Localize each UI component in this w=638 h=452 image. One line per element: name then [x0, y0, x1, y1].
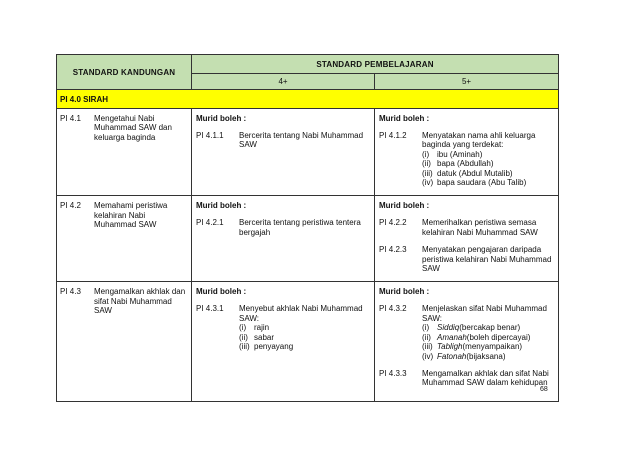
sub-text: penyayang [254, 342, 294, 352]
sub-text: ibu (Aminah) [437, 149, 483, 159]
item-text: Bercerita tentang Nabi Muhammad SAW [239, 131, 364, 150]
sub-text: bapa saudara (Abu Talib) [437, 178, 527, 188]
sub-num: (ii) [422, 332, 431, 342]
list-item [379, 369, 554, 388]
kandungan-text: Memahami peristiwa kelahiran Nabi Muhammad SAW [94, 201, 168, 230]
sub-term: Amanah [437, 332, 467, 342]
item-code: PI 4.2.1 [196, 218, 224, 228]
item-code: PI 4.3.1 [196, 304, 224, 314]
sub-text: (boleh dipercayai) [466, 332, 531, 342]
item-code: PI 4.2.3 [379, 245, 407, 255]
kandungan-cell [57, 109, 192, 196]
sub-text: (bijaksana) [466, 351, 506, 361]
list-item [196, 131, 370, 150]
item-text: Menyebut akhlak Nabi Muhammad SAW: [239, 304, 363, 323]
sub-text: sabar [254, 332, 275, 342]
pembelajaran-5-cell [375, 196, 559, 282]
item-text: Bercerita tentang peristiwa tentera bergajah [239, 218, 361, 237]
sub-num: (i) [422, 323, 430, 333]
sub-num: (iii) [422, 342, 433, 352]
pembelajaran-4-cell [192, 196, 375, 282]
table-row [57, 109, 559, 196]
kandungan-text: Mengamalkan akhlak dan sifat Nabi Muhammad SAW [94, 287, 186, 316]
sub-text: bapa (Abdullah) [437, 159, 494, 169]
item-code: PI 4.2.2 [379, 218, 407, 228]
pembelajaran-4-cell [192, 282, 375, 402]
item-text: Menyatakan nama ahli keluarga baginda yang terdekat: [422, 131, 536, 150]
item-text: Mengamalkan akhlak dan sifat Nabi Muhammad SAW dalam kehidupan [422, 368, 549, 388]
table-row [57, 282, 559, 402]
table-row [57, 196, 559, 282]
sub-num: (ii) [422, 159, 431, 169]
pembelajaran-4-cell [192, 109, 375, 196]
item-code: PI 4.1.1 [196, 131, 224, 140]
sub-num: (iii) [239, 342, 250, 352]
pembelajaran-5-cell [375, 282, 559, 402]
sub-list [422, 323, 554, 361]
kandungan-code: PI 4.2 [60, 201, 81, 211]
sub-num: (ii) [239, 332, 248, 342]
murid-boleh-label: Murid boleh : [379, 201, 430, 211]
page-number: 68 [540, 386, 548, 393]
list-item [379, 218, 554, 237]
header-standard-pembelajaran: STANDARD PEMBELAJARAN [192, 55, 559, 74]
list-item [379, 245, 554, 273]
murid-boleh-label: Murid boleh : [379, 114, 430, 123]
item-text: Memerihalkan peristiwa semasa kelahiran Nabi Muhammad SAW [422, 218, 538, 237]
item-code: PI 4.3.3 [379, 368, 407, 378]
sub-num: (iii) [422, 168, 433, 178]
sub-text: (menyampaikan) [462, 342, 523, 352]
murid-boleh-label: Murid boleh : [196, 114, 247, 123]
header-col-4: 4+ [192, 74, 375, 90]
item-text: Menyatakan pengajaran daripada peristiwa kelahiran Nabi Muhammad SAW [422, 245, 552, 274]
kandungan-code: PI 4.3 [60, 287, 81, 297]
pembelajaran-5-cell [375, 109, 559, 196]
sub-num: (i) [239, 323, 247, 333]
list-item [196, 304, 370, 351]
sub-num: (i) [422, 149, 430, 159]
curriculum-table [56, 54, 559, 402]
sub-term: Fatonah [437, 351, 467, 361]
sub-text: rajin [254, 323, 270, 333]
murid-boleh-label: Murid boleh : [196, 287, 247, 297]
sub-list [239, 323, 370, 351]
sub-term: Siddiq [437, 323, 460, 333]
sub-num: (iv) [422, 351, 434, 361]
item-text: Menjelaskan sifat Nabi Muhammad SAW: [422, 304, 547, 323]
list-item [196, 218, 370, 237]
sub-text: datuk (Abdul Mutalib) [437, 168, 513, 178]
kandungan-code: PI 4.1 [60, 114, 81, 123]
sub-term: Tabligh [437, 342, 463, 352]
section-title: PI 4.0 SIRAH [57, 90, 559, 109]
sub-text: (bercakap benar) [459, 323, 521, 333]
header-col-5: 5+ [375, 74, 559, 90]
item-code: PI 4.3.2 [379, 304, 407, 314]
sub-num: (iv) [422, 178, 434, 188]
header-standard-kandungan: STANDARD KANDUNGAN [57, 55, 192, 90]
murid-boleh-label: Murid boleh : [379, 287, 430, 297]
murid-boleh-label: Murid boleh : [196, 201, 247, 211]
list-item [379, 304, 554, 360]
item-code: PI 4.1.2 [379, 131, 407, 140]
kandungan-cell [57, 196, 192, 282]
sub-list [422, 150, 554, 188]
kandungan-text: Mengetahui Nabi Muhammad SAW dan keluarga baginda [94, 114, 172, 142]
kandungan-cell [57, 282, 192, 402]
list-item [379, 131, 554, 187]
